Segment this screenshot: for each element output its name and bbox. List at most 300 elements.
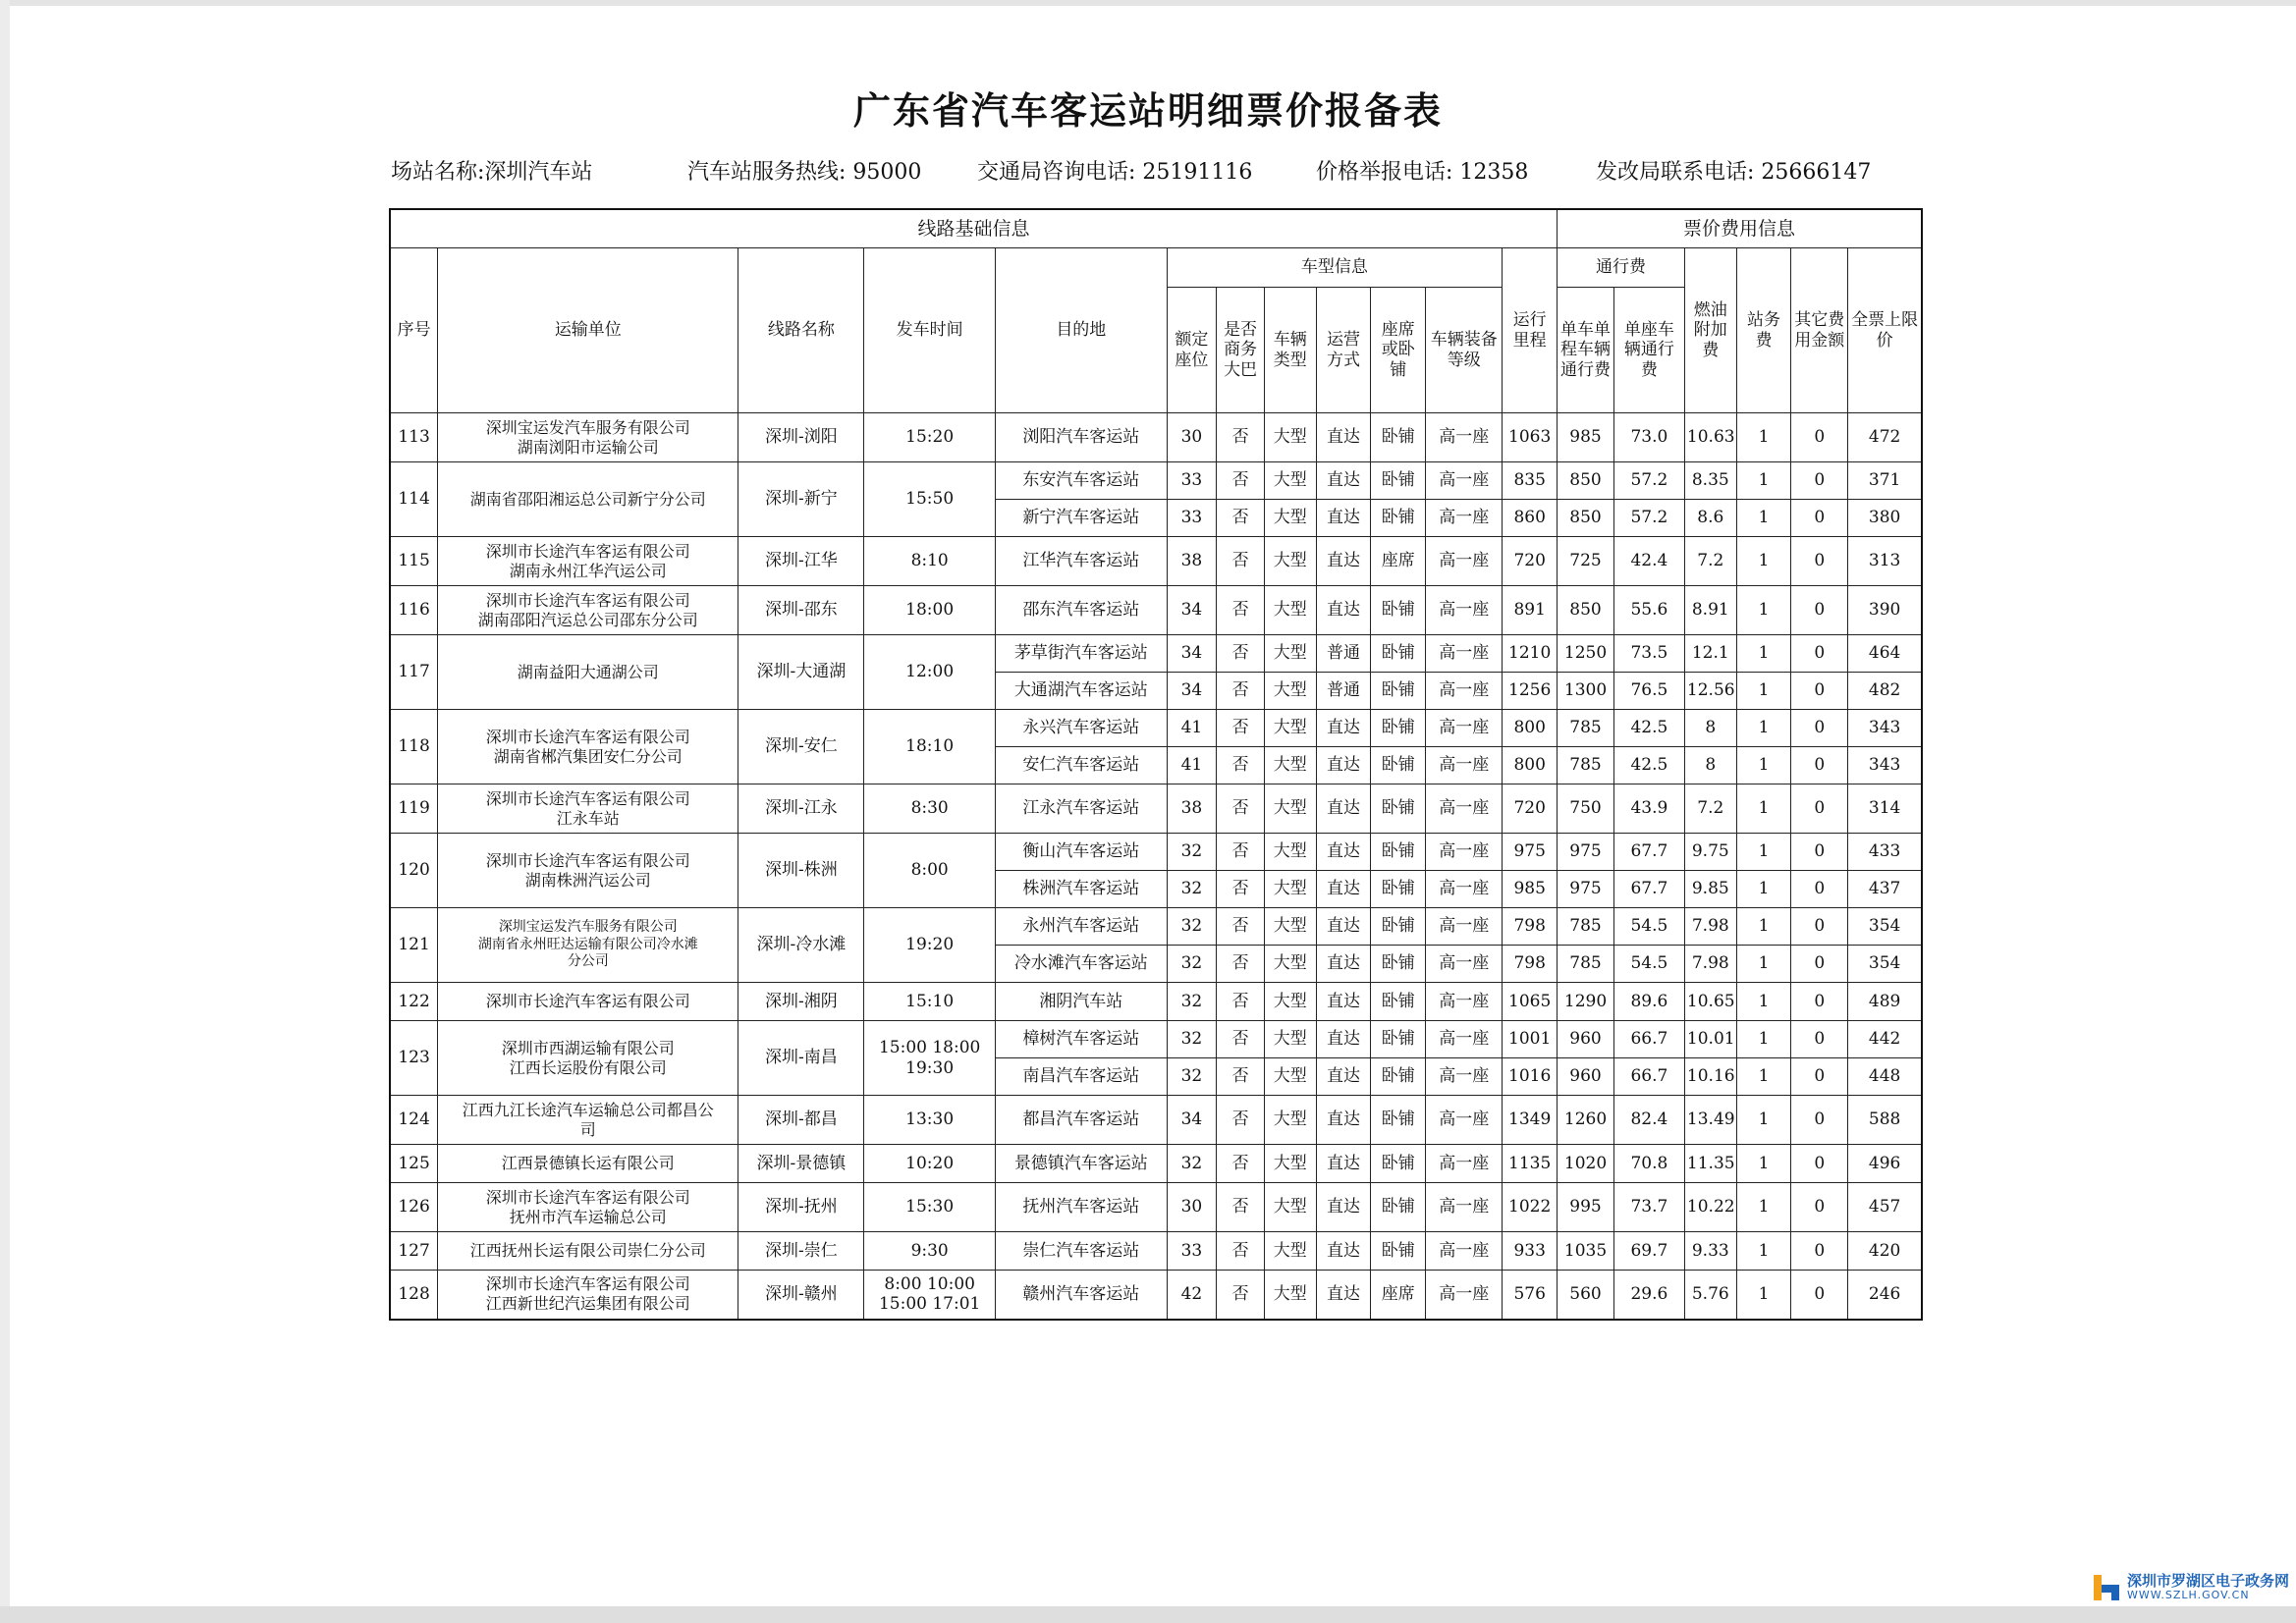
cell-depart: 8:00 bbox=[864, 834, 996, 908]
cell-business-bus: 否 bbox=[1217, 784, 1265, 834]
cell-toll-per-seat: 54.5 bbox=[1613, 908, 1684, 946]
cell-fuel: 9.75 bbox=[1684, 834, 1736, 871]
cell-total: 496 bbox=[1848, 1145, 1922, 1183]
scan-edge bbox=[0, 1606, 2296, 1623]
cell-seq: 117 bbox=[390, 635, 438, 710]
transport-consult-phone: 交通局咨询电话: 25191116 bbox=[977, 160, 1253, 185]
cell-fuel: 7.98 bbox=[1684, 908, 1736, 946]
col-carrier: 运输单位 bbox=[438, 248, 738, 413]
cell-toll-per-seat: 43.9 bbox=[1613, 784, 1684, 834]
cell-fuel: 10.16 bbox=[1684, 1058, 1736, 1096]
table-row bbox=[390, 1145, 1922, 1183]
table-row bbox=[390, 834, 1922, 871]
cell-vehicle-type: 大型 bbox=[1264, 983, 1316, 1021]
cell-business-bus: 否 bbox=[1217, 635, 1265, 673]
cell-toll-per-seat: 82.4 bbox=[1613, 1096, 1684, 1145]
cell-seq: 116 bbox=[390, 586, 438, 635]
cell-total: 246 bbox=[1848, 1271, 1922, 1320]
cell-carrier: 深圳宝运发汽车服务有限公司 湖南浏阳市运输公司 bbox=[438, 413, 738, 462]
cell-station-fee: 1 bbox=[1736, 1021, 1791, 1058]
cell-seat-berth: 卧铺 bbox=[1371, 747, 1426, 784]
cell-dest: 衡山汽车客运站 bbox=[996, 834, 1167, 871]
route-info-header: 线路基础信息 bbox=[390, 209, 1558, 248]
cell-business-bus: 否 bbox=[1217, 747, 1265, 784]
cell-other: 0 bbox=[1791, 462, 1848, 500]
cell-toll-single: 850 bbox=[1558, 462, 1614, 500]
cell-business-bus: 否 bbox=[1217, 834, 1265, 871]
col-toll-single: 单车单程车辆通行费 bbox=[1558, 288, 1614, 413]
cell-toll-per-seat: 73.7 bbox=[1613, 1183, 1684, 1232]
cell-seat-berth: 卧铺 bbox=[1371, 1096, 1426, 1145]
cell-vehicle-type: 大型 bbox=[1264, 586, 1316, 635]
cell-depart: 15:00 18:00 19:30 bbox=[864, 1021, 996, 1096]
cell-toll-per-seat: 55.6 bbox=[1613, 586, 1684, 635]
cell-grade: 高一座 bbox=[1426, 983, 1503, 1021]
cell-carrier: 深圳宝运发汽车服务有限公司 湖南省永州旺达运输有限公司冷水滩 分公司 bbox=[438, 908, 738, 983]
cell-depart: 15:10 bbox=[864, 983, 996, 1021]
service-hotline: 汽车站服务热线: 95000 bbox=[687, 160, 922, 185]
cell-seq: 127 bbox=[390, 1232, 438, 1271]
cell-total: 380 bbox=[1848, 500, 1922, 537]
cell-seats: 34 bbox=[1167, 635, 1217, 673]
cell-route: 深圳-新宁 bbox=[738, 462, 864, 537]
cell-total: 354 bbox=[1848, 908, 1922, 946]
cell-seat-berth: 卧铺 bbox=[1371, 1183, 1426, 1232]
cell-toll-per-seat: 66.7 bbox=[1613, 1058, 1684, 1096]
cell-fuel: 8 bbox=[1684, 747, 1736, 784]
cell-total: 420 bbox=[1848, 1232, 1922, 1271]
cell-seq: 118 bbox=[390, 710, 438, 784]
cell-toll-single: 750 bbox=[1558, 784, 1614, 834]
cell-dest: 茅草街汽车客运站 bbox=[996, 635, 1167, 673]
scan-edge bbox=[0, 0, 10, 1623]
cell-toll-per-seat: 67.7 bbox=[1613, 871, 1684, 908]
cell-seq: 122 bbox=[390, 983, 438, 1021]
col-toll: 通行费 bbox=[1558, 248, 1685, 288]
cell-dest: 大通湖汽车客运站 bbox=[996, 673, 1167, 710]
cell-carrier: 湖南省邵阳湘运总公司新宁分公司 bbox=[438, 462, 738, 537]
cell-route: 深圳-江华 bbox=[738, 537, 864, 586]
cell-depart: 15:20 bbox=[864, 413, 996, 462]
cell-carrier: 深圳市长途汽车客运有限公司 湖南邵阳汽运总公司邵东分公司 bbox=[438, 586, 738, 635]
cell-seat-berth: 卧铺 bbox=[1371, 710, 1426, 747]
cell-depart: 12:00 bbox=[864, 635, 996, 710]
cell-business-bus: 否 bbox=[1217, 537, 1265, 586]
cell-seat-berth: 卧铺 bbox=[1371, 946, 1426, 983]
cell-business-bus: 否 bbox=[1217, 983, 1265, 1021]
cell-total: 313 bbox=[1848, 537, 1922, 586]
cell-seats: 38 bbox=[1167, 784, 1217, 834]
page-title: 广东省汽车客运站明细票价报备表 bbox=[852, 89, 1443, 133]
cell-seq: 120 bbox=[390, 834, 438, 908]
cell-dest: 株洲汽车客运站 bbox=[996, 871, 1167, 908]
cell-mileage: 798 bbox=[1503, 908, 1558, 946]
cell-total: 464 bbox=[1848, 635, 1922, 673]
cell-station-fee: 1 bbox=[1736, 1058, 1791, 1096]
cell-depart: 19:20 bbox=[864, 908, 996, 983]
cell-seq: 124 bbox=[390, 1096, 438, 1145]
cell-station-fee: 1 bbox=[1736, 500, 1791, 537]
cell-carrier: 深圳市长途汽车客运有限公司 抚州市汽车运输总公司 bbox=[438, 1183, 738, 1232]
cell-toll-per-seat: 70.8 bbox=[1613, 1145, 1684, 1183]
cell-business-bus: 否 bbox=[1217, 1145, 1265, 1183]
ndrc-contact-phone: 发改局联系电话: 25666147 bbox=[1596, 160, 1872, 185]
cell-op-mode: 直达 bbox=[1316, 1058, 1371, 1096]
cell-seq: 126 bbox=[390, 1183, 438, 1232]
cell-toll-per-seat: 76.5 bbox=[1613, 673, 1684, 710]
cell-vehicle-type: 大型 bbox=[1264, 1145, 1316, 1183]
cell-station-fee: 1 bbox=[1736, 673, 1791, 710]
cell-route: 深圳-冷水滩 bbox=[738, 908, 864, 983]
cell-carrier: 深圳市长途汽车客运有限公司 江西新世纪汽运集团有限公司 bbox=[438, 1271, 738, 1320]
cell-other: 0 bbox=[1791, 413, 1848, 462]
cell-seats: 38 bbox=[1167, 537, 1217, 586]
cell-toll-single: 785 bbox=[1558, 747, 1614, 784]
cell-other: 0 bbox=[1791, 871, 1848, 908]
cell-grade: 高一座 bbox=[1426, 462, 1503, 500]
cell-vehicle-type: 大型 bbox=[1264, 908, 1316, 946]
cell-business-bus: 否 bbox=[1217, 1096, 1265, 1145]
table-row bbox=[390, 710, 1922, 747]
cell-dest: 永兴汽车客运站 bbox=[996, 710, 1167, 747]
cell-depart: 10:20 bbox=[864, 1145, 996, 1183]
cell-route: 深圳-崇仁 bbox=[738, 1232, 864, 1271]
cell-seat-berth: 卧铺 bbox=[1371, 1232, 1426, 1271]
cell-seq: 119 bbox=[390, 784, 438, 834]
cell-toll-per-seat: 66.7 bbox=[1613, 1021, 1684, 1058]
cell-depart: 9:30 bbox=[864, 1232, 996, 1271]
cell-toll-single: 975 bbox=[1558, 871, 1614, 908]
cell-grade: 高一座 bbox=[1426, 1271, 1503, 1320]
cell-carrier: 深圳市长途汽车客运有限公司 江永车站 bbox=[438, 784, 738, 834]
cell-mileage: 576 bbox=[1503, 1271, 1558, 1320]
cell-toll-single: 1020 bbox=[1558, 1145, 1614, 1183]
cell-op-mode: 直达 bbox=[1316, 946, 1371, 983]
table-row bbox=[390, 537, 1922, 586]
cell-grade: 高一座 bbox=[1426, 908, 1503, 946]
cell-vehicle-type: 大型 bbox=[1264, 1021, 1316, 1058]
table-row bbox=[390, 1232, 1922, 1271]
cell-op-mode: 直达 bbox=[1316, 1145, 1371, 1183]
cell-toll-single: 785 bbox=[1558, 908, 1614, 946]
cell-vehicle-type: 大型 bbox=[1264, 946, 1316, 983]
cell-mileage: 975 bbox=[1503, 834, 1558, 871]
cell-fuel: 8.6 bbox=[1684, 500, 1736, 537]
col-station-fee: 站务费 bbox=[1736, 248, 1791, 413]
cell-grade: 高一座 bbox=[1426, 586, 1503, 635]
cell-other: 0 bbox=[1791, 834, 1848, 871]
cell-fuel: 7.98 bbox=[1684, 946, 1736, 983]
cell-op-mode: 普通 bbox=[1316, 635, 1371, 673]
cell-toll-single: 785 bbox=[1558, 946, 1614, 983]
col-mileage: 运行里程 bbox=[1503, 248, 1558, 413]
col-other: 其它费用金额 bbox=[1791, 248, 1848, 413]
cell-total: 371 bbox=[1848, 462, 1922, 500]
cell-dest: 抚州汽车客运站 bbox=[996, 1183, 1167, 1232]
cell-route: 深圳-邵东 bbox=[738, 586, 864, 635]
cell-dest: 东安汽车客运站 bbox=[996, 462, 1167, 500]
cell-other: 0 bbox=[1791, 1021, 1848, 1058]
cell-business-bus: 否 bbox=[1217, 413, 1265, 462]
cell-station-fee: 1 bbox=[1736, 834, 1791, 871]
cell-grade: 高一座 bbox=[1426, 1021, 1503, 1058]
cell-fuel: 8.35 bbox=[1684, 462, 1736, 500]
cell-seat-berth: 卧铺 bbox=[1371, 1021, 1426, 1058]
cell-route: 深圳-大通湖 bbox=[738, 635, 864, 710]
cell-depart: 8:00 10:00 15:00 17:01 bbox=[864, 1271, 996, 1320]
cell-op-mode: 直达 bbox=[1316, 784, 1371, 834]
cell-mileage: 1065 bbox=[1503, 983, 1558, 1021]
cell-station-fee: 1 bbox=[1736, 908, 1791, 946]
table-row bbox=[390, 413, 1922, 462]
cell-seat-berth: 卧铺 bbox=[1371, 1145, 1426, 1183]
cell-dest: 赣州汽车客运站 bbox=[996, 1271, 1167, 1320]
cell-toll-per-seat: 57.2 bbox=[1613, 500, 1684, 537]
cell-dest: 江永汽车客运站 bbox=[996, 784, 1167, 834]
cell-seat-berth: 卧铺 bbox=[1371, 462, 1426, 500]
cell-toll-single: 975 bbox=[1558, 834, 1614, 871]
cell-route: 深圳-都昌 bbox=[738, 1096, 864, 1145]
cell-toll-single: 1300 bbox=[1558, 673, 1614, 710]
cell-seats: 33 bbox=[1167, 1232, 1217, 1271]
cell-mileage: 800 bbox=[1503, 710, 1558, 747]
cell-station-fee: 1 bbox=[1736, 413, 1791, 462]
cell-op-mode: 直达 bbox=[1316, 983, 1371, 1021]
col-depart: 发车时间 bbox=[864, 248, 996, 413]
cell-fuel: 11.35 bbox=[1684, 1145, 1736, 1183]
cell-station-fee: 1 bbox=[1736, 586, 1791, 635]
cell-other: 0 bbox=[1791, 537, 1848, 586]
cell-fuel: 8 bbox=[1684, 710, 1736, 747]
cell-station-fee: 1 bbox=[1736, 537, 1791, 586]
cell-mileage: 720 bbox=[1503, 784, 1558, 834]
cell-depart: 8:10 bbox=[864, 537, 996, 586]
cell-grade: 高一座 bbox=[1426, 1232, 1503, 1271]
cell-seat-berth: 卧铺 bbox=[1371, 871, 1426, 908]
cell-vehicle-type: 大型 bbox=[1264, 1096, 1316, 1145]
cell-toll-single: 1250 bbox=[1558, 635, 1614, 673]
watermark-cn: 深圳市罗湖区电子政务网 bbox=[2127, 1572, 2290, 1591]
cell-mileage: 798 bbox=[1503, 946, 1558, 983]
cell-seq: 115 bbox=[390, 537, 438, 586]
cell-business-bus: 否 bbox=[1217, 946, 1265, 983]
col-seat-berth: 座席或卧铺 bbox=[1371, 288, 1426, 413]
cell-mileage: 1210 bbox=[1503, 635, 1558, 673]
cell-total: 354 bbox=[1848, 946, 1922, 983]
cell-business-bus: 否 bbox=[1217, 462, 1265, 500]
cell-op-mode: 直达 bbox=[1316, 871, 1371, 908]
cell-toll-single: 985 bbox=[1558, 413, 1614, 462]
cell-station-fee: 1 bbox=[1736, 871, 1791, 908]
cell-station-fee: 1 bbox=[1736, 747, 1791, 784]
cell-vehicle-type: 大型 bbox=[1264, 1271, 1316, 1320]
cell-seats: 30 bbox=[1167, 413, 1217, 462]
cell-other: 0 bbox=[1791, 1096, 1848, 1145]
cell-station-fee: 1 bbox=[1736, 784, 1791, 834]
cell-toll-single: 850 bbox=[1558, 500, 1614, 537]
cell-grade: 高一座 bbox=[1426, 946, 1503, 983]
cell-route: 深圳-安仁 bbox=[738, 710, 864, 784]
cell-seat-berth: 卧铺 bbox=[1371, 500, 1426, 537]
cell-station-fee: 1 bbox=[1736, 1271, 1791, 1320]
cell-toll-per-seat: 29.6 bbox=[1613, 1271, 1684, 1320]
cell-seats: 32 bbox=[1167, 983, 1217, 1021]
cell-vehicle-type: 大型 bbox=[1264, 747, 1316, 784]
cell-business-bus: 否 bbox=[1217, 871, 1265, 908]
col-total: 全票上限价 bbox=[1848, 248, 1922, 413]
cell-op-mode: 普通 bbox=[1316, 673, 1371, 710]
cell-dest: 安仁汽车客运站 bbox=[996, 747, 1167, 784]
cell-toll-per-seat: 73.0 bbox=[1613, 413, 1684, 462]
cell-seat-berth: 座席 bbox=[1371, 537, 1426, 586]
cell-other: 0 bbox=[1791, 784, 1848, 834]
col-op-mode: 运营方式 bbox=[1316, 288, 1371, 413]
cell-depart: 15:50 bbox=[864, 462, 996, 537]
cell-toll-per-seat: 54.5 bbox=[1613, 946, 1684, 983]
cell-fuel: 5.76 bbox=[1684, 1271, 1736, 1320]
cell-vehicle-type: 大型 bbox=[1264, 635, 1316, 673]
col-vehicle-type: 车辆类型 bbox=[1264, 288, 1316, 413]
cell-mileage: 1349 bbox=[1503, 1096, 1558, 1145]
cell-fuel: 10.65 bbox=[1684, 983, 1736, 1021]
cell-dest: 邵东汽车客运站 bbox=[996, 586, 1167, 635]
cell-fuel: 13.49 bbox=[1684, 1096, 1736, 1145]
cell-fuel: 8.91 bbox=[1684, 586, 1736, 635]
cell-station-fee: 1 bbox=[1736, 1096, 1791, 1145]
table-row bbox=[390, 1021, 1922, 1058]
cell-op-mode: 直达 bbox=[1316, 537, 1371, 586]
cell-grade: 高一座 bbox=[1426, 635, 1503, 673]
col-business-bus: 是否商务大巴 bbox=[1217, 288, 1265, 413]
cell-vehicle-type: 大型 bbox=[1264, 871, 1316, 908]
cell-station-fee: 1 bbox=[1736, 946, 1791, 983]
cell-vehicle-type: 大型 bbox=[1264, 462, 1316, 500]
cell-total: 472 bbox=[1848, 413, 1922, 462]
cell-other: 0 bbox=[1791, 586, 1848, 635]
cell-seat-berth: 卧铺 bbox=[1371, 635, 1426, 673]
fare-table bbox=[389, 208, 1923, 1321]
table-row bbox=[390, 1096, 1922, 1145]
cell-other: 0 bbox=[1791, 1232, 1848, 1271]
cell-toll-per-seat: 42.4 bbox=[1613, 537, 1684, 586]
station-name: 场站名称:深圳汽车站 bbox=[391, 160, 593, 185]
cell-seq: 123 bbox=[390, 1021, 438, 1096]
cell-grade: 高一座 bbox=[1426, 747, 1503, 784]
cell-other: 0 bbox=[1791, 1145, 1848, 1183]
cell-route: 深圳-株洲 bbox=[738, 834, 864, 908]
cell-op-mode: 直达 bbox=[1316, 1232, 1371, 1271]
cell-business-bus: 否 bbox=[1217, 710, 1265, 747]
cell-carrier: 深圳市长途汽车客运有限公司 湖南株洲汽运公司 bbox=[438, 834, 738, 908]
cell-grade: 高一座 bbox=[1426, 871, 1503, 908]
cell-dest: 南昌汽车客运站 bbox=[996, 1058, 1167, 1096]
cell-mileage: 1022 bbox=[1503, 1183, 1558, 1232]
col-toll-per-seat: 单座车辆通行费 bbox=[1613, 288, 1684, 413]
cell-carrier: 深圳市长途汽车客运有限公司 湖南永州江华汽运公司 bbox=[438, 537, 738, 586]
cell-station-fee: 1 bbox=[1736, 710, 1791, 747]
cell-station-fee: 1 bbox=[1736, 1145, 1791, 1183]
table-row bbox=[390, 983, 1922, 1021]
scan-edge bbox=[0, 0, 2296, 6]
table-row bbox=[390, 908, 1922, 946]
table-row bbox=[390, 1271, 1922, 1320]
cell-total: 489 bbox=[1848, 983, 1922, 1021]
cell-seats: 32 bbox=[1167, 1145, 1217, 1183]
cell-grade: 高一座 bbox=[1426, 673, 1503, 710]
cell-dest: 永州汽车客运站 bbox=[996, 908, 1167, 946]
cell-fuel: 10.01 bbox=[1684, 1021, 1736, 1058]
cell-dest: 江华汽车客运站 bbox=[996, 537, 1167, 586]
cell-grade: 高一座 bbox=[1426, 413, 1503, 462]
cell-vehicle-type: 大型 bbox=[1264, 1058, 1316, 1096]
cell-toll-per-seat: 42.5 bbox=[1613, 710, 1684, 747]
col-seats: 额定座位 bbox=[1167, 288, 1217, 413]
cell-toll-per-seat: 67.7 bbox=[1613, 834, 1684, 871]
watermark-en: WWW.SZLH.GOV.CN bbox=[2127, 1589, 2250, 1602]
cell-vehicle-type: 大型 bbox=[1264, 1232, 1316, 1271]
cell-fuel: 9.85 bbox=[1684, 871, 1736, 908]
table-row bbox=[390, 586, 1922, 635]
cell-station-fee: 1 bbox=[1736, 1232, 1791, 1271]
cell-total: 433 bbox=[1848, 834, 1922, 871]
cell-total: 448 bbox=[1848, 1058, 1922, 1096]
cell-toll-per-seat: 57.2 bbox=[1613, 462, 1684, 500]
cell-seat-berth: 卧铺 bbox=[1371, 983, 1426, 1021]
cell-route: 深圳-景德镇 bbox=[738, 1145, 864, 1183]
cell-toll-single: 960 bbox=[1558, 1021, 1614, 1058]
col-grade: 车辆装备等级 bbox=[1426, 288, 1503, 413]
col-vehicle-info: 车型信息 bbox=[1167, 248, 1503, 288]
cell-dest: 浏阳汽车客运站 bbox=[996, 413, 1167, 462]
table-row bbox=[390, 784, 1922, 834]
cell-toll-single: 995 bbox=[1558, 1183, 1614, 1232]
cell-dest: 崇仁汽车客运站 bbox=[996, 1232, 1167, 1271]
table-row bbox=[390, 635, 1922, 673]
table-row bbox=[390, 1183, 1922, 1232]
cell-mileage: 1001 bbox=[1503, 1021, 1558, 1058]
cell-mileage: 1135 bbox=[1503, 1145, 1558, 1183]
cell-toll-single: 1035 bbox=[1558, 1232, 1614, 1271]
cell-vehicle-type: 大型 bbox=[1264, 1183, 1316, 1232]
cell-carrier: 深圳市长途汽车客运有限公司 bbox=[438, 983, 738, 1021]
price-report-phone: 价格举报电话: 12358 bbox=[1316, 160, 1529, 185]
cell-toll-single: 850 bbox=[1558, 586, 1614, 635]
cell-other: 0 bbox=[1791, 635, 1848, 673]
cell-other: 0 bbox=[1791, 946, 1848, 983]
cell-other: 0 bbox=[1791, 673, 1848, 710]
cell-fuel: 10.63 bbox=[1684, 413, 1736, 462]
cell-toll-per-seat: 69.7 bbox=[1613, 1232, 1684, 1271]
cell-seat-berth: 卧铺 bbox=[1371, 673, 1426, 710]
cell-vehicle-type: 大型 bbox=[1264, 537, 1316, 586]
cell-mileage: 835 bbox=[1503, 462, 1558, 500]
cell-depart: 18:00 bbox=[864, 586, 996, 635]
cell-mileage: 1256 bbox=[1503, 673, 1558, 710]
cell-seats: 33 bbox=[1167, 500, 1217, 537]
cell-seat-berth: 卧铺 bbox=[1371, 586, 1426, 635]
cell-seat-berth: 卧铺 bbox=[1371, 413, 1426, 462]
cell-seats: 30 bbox=[1167, 1183, 1217, 1232]
cell-seats: 32 bbox=[1167, 1058, 1217, 1096]
fare-info-header: 票价费用信息 bbox=[1558, 209, 1922, 248]
table-row bbox=[390, 462, 1922, 500]
cell-other: 0 bbox=[1791, 710, 1848, 747]
cell-grade: 高一座 bbox=[1426, 784, 1503, 834]
cell-total: 482 bbox=[1848, 673, 1922, 710]
cell-grade: 高一座 bbox=[1426, 1145, 1503, 1183]
cell-op-mode: 直达 bbox=[1316, 834, 1371, 871]
cell-toll-single: 1290 bbox=[1558, 983, 1614, 1021]
